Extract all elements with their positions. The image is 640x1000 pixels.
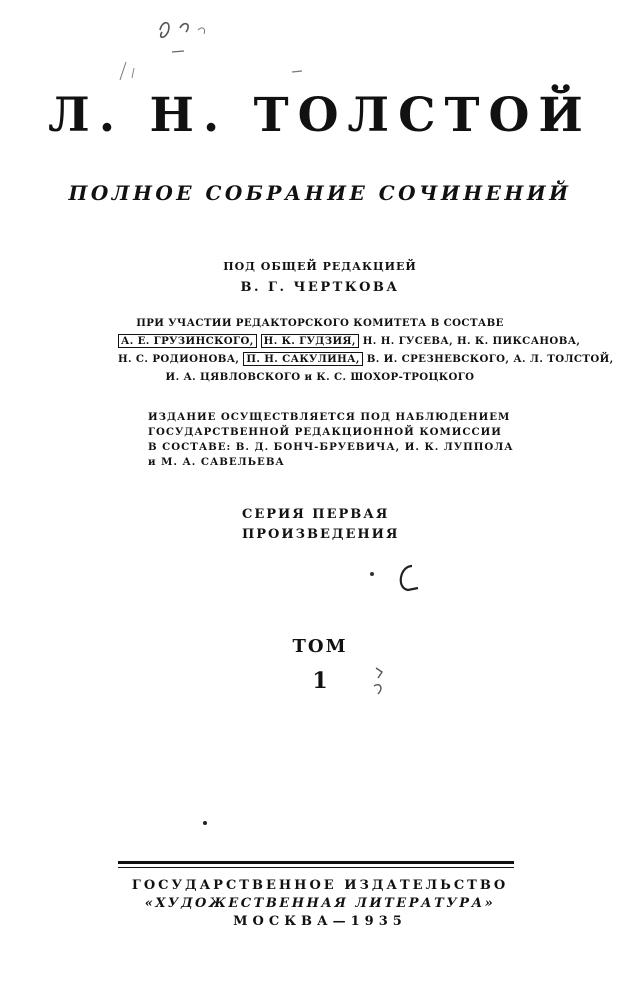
series-subtitle: ПРОИЗВЕДЕНИЯ	[242, 527, 400, 542]
author-name: Л. Н. ТОЛСТОЙ	[48, 88, 592, 143]
editorial-committee	[118, 314, 614, 386]
series-label: СЕРИЯ ПЕРВАЯ	[242, 507, 390, 522]
committee-line	[118, 332, 581, 350]
state-commission	[148, 410, 514, 470]
publisher-name: ГОСУДАРСТВЕННОЕ ИЗДАТЕЛЬСТВО	[131, 878, 509, 893]
commission-line: В СОСТАВЕ: В. Д. БОНЧ-БРУЕВИЧА, И. К. ЛУППОЛА	[148, 441, 514, 453]
handwritten-mark-left	[112, 58, 142, 84]
series-block	[242, 505, 399, 545]
general-editor-name: В. Г. ЧЕРТКОВА	[240, 280, 400, 295]
boxed-name: А. Е. ГРУЗИНСКОГО,	[118, 334, 257, 348]
commission-line: ИЗДАНИЕ ОСУЩЕСТВЛЯЕТСЯ ПОД НАБЛЮДЕНИЕМ	[148, 411, 511, 423]
divider-thin	[118, 867, 514, 868]
collection-title: ПОЛНОЕ СОБРАНИЕ СОЧИНЕНИЙ	[68, 181, 572, 205]
handwritten-mark-top	[150, 12, 220, 62]
handwritten-c-mark	[360, 558, 430, 598]
commission-line: ГОСУДАРСТВЕННОЙ РЕДАКЦИОННОЙ КОМИССИИ	[148, 426, 502, 438]
ink-dot	[200, 818, 210, 828]
divider-thick	[118, 861, 514, 864]
publisher-imprint: «ХУДОЖЕСТВЕННАЯ ЛИТЕРАТУРА»	[144, 896, 496, 911]
commission-line: и М. А. САВЕЛЬЕВА	[148, 456, 285, 468]
committee-line	[118, 350, 614, 368]
general-editor-line: ПОД ОБЩЕЙ РЕДАКЦИЕЙ	[223, 260, 417, 273]
committee-names: Н. С. РОДИОНОВА,	[118, 353, 240, 365]
city-year: МОСКВА—1935	[233, 914, 407, 929]
boxed-name: Н. К. ГУДЗИЯ,	[261, 334, 359, 348]
committee-names: В. И. СРЕЗНЕВСКОГО, А. Л. ТОЛСТОЙ,	[366, 353, 614, 365]
volume-label: ТОМ	[292, 636, 348, 657]
committee-intro: ПРИ УЧАСТИИ РЕДАКТОРСКОГО КОМИТЕТА В СОСТАВЕ	[136, 317, 504, 329]
committee-names: Н. Н. ГУСЕВА, Н. К. ПИКСАНОВА,	[362, 335, 581, 347]
handwritten-mark-right	[290, 64, 320, 78]
volume-number: 1	[312, 668, 328, 694]
boxed-name: П. Н. САКУЛИНА,	[243, 352, 362, 366]
committee-line: И. А. ЦЯВЛОВСКОГО и К. С. ШОХОР-ТРОЦКОГО	[165, 371, 475, 383]
